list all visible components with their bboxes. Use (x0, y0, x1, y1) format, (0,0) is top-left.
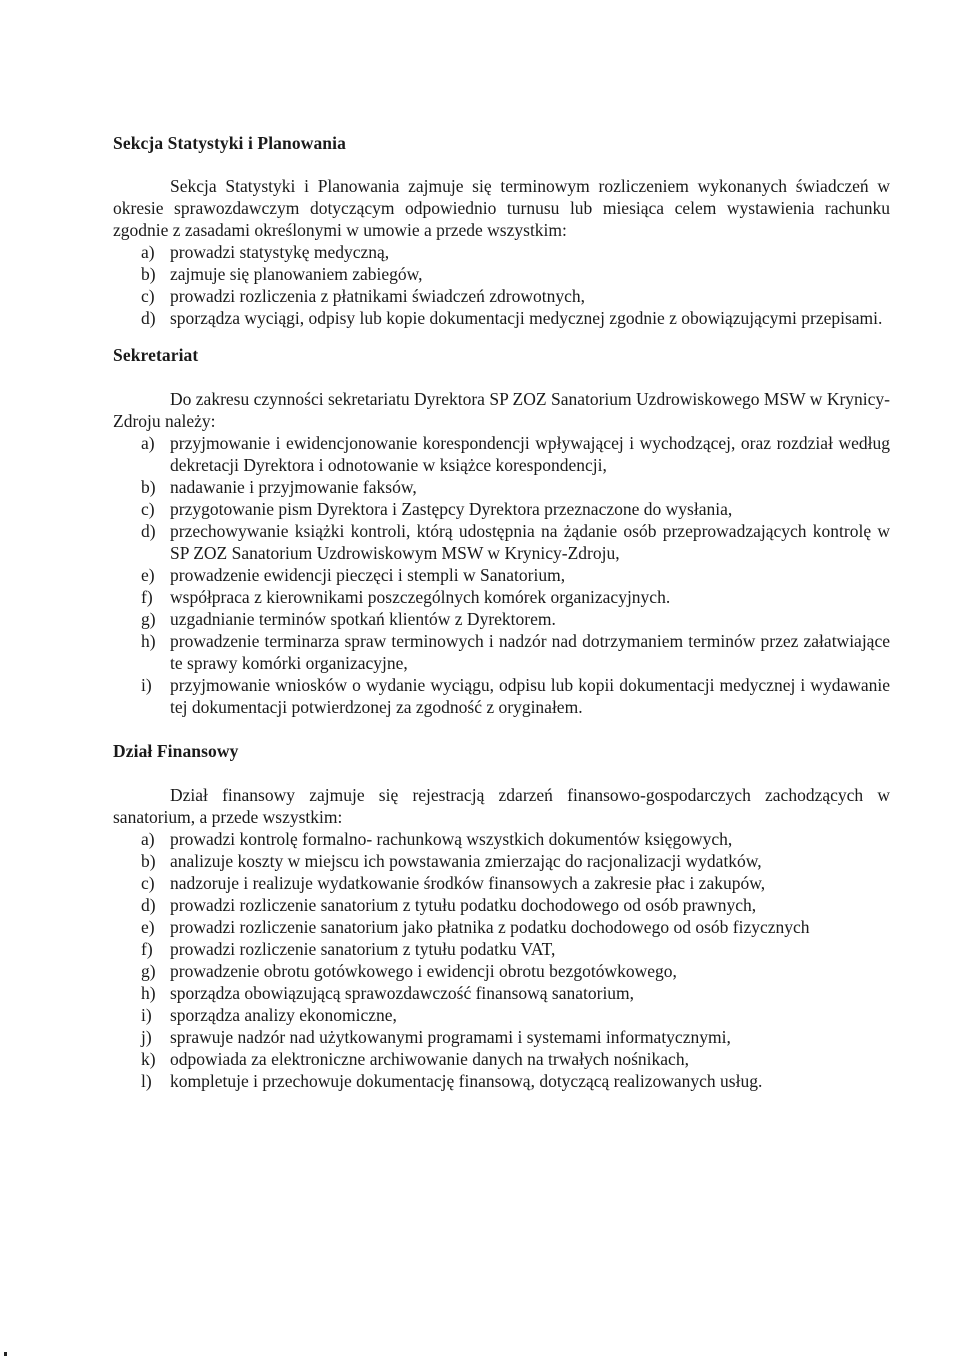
list-marker: f) (141, 587, 153, 607)
list-marker: e) (141, 565, 155, 585)
list-item (113, 1004, 890, 1026)
list-item (113, 960, 890, 982)
list-item (113, 285, 890, 307)
list-item (113, 982, 890, 1004)
list-item-text: zajmuje się planowaniem zabiegów, (170, 264, 423, 284)
list-item (113, 263, 890, 285)
list-marker: i) (141, 675, 152, 695)
list-item-text: przechowywanie książki kontroli, którą udostępnia na żądanie osób przeprowadzających kontrolę w SP ZOZ Sanatorium Uzdrowiskowym MSW w Krynicy-Zdroju, (170, 521, 890, 563)
list-marker: c) (141, 499, 155, 519)
list-marker: g) (141, 609, 156, 629)
list-item (113, 872, 890, 894)
list-marker: c) (141, 286, 155, 306)
list-item-text: prowadzi rozliczenie sanatorium z tytułu podatku VAT, (170, 939, 556, 959)
list-marker: d) (141, 308, 156, 328)
list-item (113, 608, 890, 630)
list-item-text: sporządza obowiązującą sprawozdawczość finansową sanatorium, (170, 983, 635, 1003)
section-title-dzial-finansowy: Dział Finansowy (113, 741, 239, 761)
list-item-text: współpraca z kierownikami poszczególnych komórek organizacyjnych. (170, 587, 671, 607)
list-marker: h) (141, 631, 156, 651)
list-marker: b) (141, 477, 156, 497)
list-item-text: nadawanie i przyjmowanie faksów, (170, 477, 417, 497)
list-item (113, 850, 890, 872)
list-item (113, 1026, 890, 1048)
list-item (113, 564, 890, 586)
list-item (113, 1070, 890, 1092)
list-item-text: sporządza analizy ekonomiczne, (170, 1005, 397, 1025)
list-item-text: nadzoruje i realizuje wydatkowanie środków finansowych a zakresie płac i zakupów, (170, 873, 766, 893)
list-item (113, 674, 890, 718)
list-item (113, 307, 890, 329)
list-item (113, 630, 890, 674)
list-item (113, 938, 890, 960)
list-marker: h) (141, 983, 156, 1003)
list-marker: l) (141, 1071, 152, 1091)
list-item-text: przyjmowanie wniosków o wydanie wyciągu, odpisu lub kopii dokumentacji medycznej i wydawanie tej dokumentacji potwierdzonej za zgodność z oryginałem. (170, 675, 890, 717)
list-item-text: przyjmowanie i ewidencjonowanie korespondencji wpływającej i wychodzącej, oraz rozdział według dekretacji Dyrektora i odnotowanie w książce korespondencji, (170, 433, 890, 475)
list-item-text: prowadzi statystykę medyczną, (170, 242, 390, 262)
list-item (113, 828, 890, 850)
section-intro-dzial-finansowy: Dział finansowy zajmuje się rejestracją zdarzeń finansowo-gospodarczych zachodzących w sanatorium, a przede wszystkim: (113, 785, 890, 827)
list-item-text: prowadzi rozliczenie sanatorium jako płatnika z podatku dochodowego od osób fizycznych (170, 917, 810, 937)
list-marker: b) (141, 851, 156, 871)
list-marker: e) (141, 917, 155, 937)
list-item (113, 1048, 890, 1070)
list-item-text: prowadzenie obrotu gotówkowego i ewidencji obrotu bezgotówkowego, (170, 961, 677, 981)
list-item-text: odpowiada za elektroniczne archiwowanie danych na trwałych nośnikach, (170, 1049, 689, 1069)
document-page (113, 132, 890, 1092)
list-item (113, 586, 890, 608)
list-marker: c) (141, 873, 155, 893)
list-marker: i) (141, 1005, 152, 1025)
list-marker: a) (141, 242, 155, 262)
list-item (113, 476, 890, 498)
list-marker: d) (141, 895, 156, 915)
list-marker: g) (141, 961, 156, 981)
list-item-text: uzgadnianie terminów spotkań klientów z Dyrektorem. (170, 609, 556, 629)
list-item (113, 916, 890, 938)
list-item-text: prowadzi rozliczenie sanatorium z tytułu podatku dochodowego od osób prawnych, (170, 895, 757, 915)
list-marker: b) (141, 264, 156, 284)
list-item-text: sporządza wyciągi, odpisy lub kopie dokumentacji medycznej zgodnie z obowiązującymi przepisami. (170, 308, 883, 328)
list-dzial-finansowy (113, 828, 890, 1092)
list-marker: f) (141, 939, 153, 959)
list-item-text: prowadzenie ewidencji pieczęci i stempli w Sanatorium, (170, 565, 566, 585)
scan-speck (4, 1352, 7, 1356)
list-item-text: prowadzenie terminarza spraw terminowych i nadzór nad dotrzymaniem terminów przez załatwiające te sprawy komórki organizacyjne, (170, 631, 890, 673)
list-item (113, 498, 890, 520)
list-marker: j) (141, 1027, 152, 1047)
list-item (113, 894, 890, 916)
list-item-text: kompletuje i przechowuje dokumentację finansową, dotyczącą realizowanych usług. (170, 1071, 763, 1091)
list-item-text: prowadzi kontrolę formalno- rachunkową wszystkich dokumentów księgowych, (170, 829, 733, 849)
list-sekretariat (113, 432, 890, 718)
list-item-text: analizuje koszty w miejscu ich powstawania zmierzając do racjonalizacji wydatków, (170, 851, 762, 871)
list-item (113, 241, 890, 263)
list-item-text: prowadzi rozliczenia z płatnikami świadczeń zdrowotnych, (170, 286, 585, 306)
section-title-statystyka: Sekcja Statystyki i Planowania (113, 133, 346, 153)
section-intro-sekretariat: Do zakresu czynności sekretariatu Dyrektora SP ZOZ Sanatorium Uzdrowiskowego MSW w Krynicy-Zdroju należy: (113, 389, 890, 431)
list-marker: a) (141, 829, 155, 849)
list-item (113, 520, 890, 564)
list-marker: k) (141, 1049, 156, 1069)
list-item (113, 432, 890, 476)
list-marker: d) (141, 521, 156, 541)
list-marker: a) (141, 433, 155, 453)
list-item-text: sprawuje nadzór nad użytkowanymi programami i systemami informatycznymi, (170, 1027, 731, 1047)
section-intro-statystyka: Sekcja Statystyki i Planowania zajmuje się terminowym rozliczeniem wykonanych świadczeń w okresie sprawozdawczym dotyczącym odpowiednio turnusu lub miesiąca celem wystawienia rachunku zgodnie z zasadami określonymi w umowie a przede wszystkim: (113, 176, 890, 240)
list-item-text: przygotowanie pism Dyrektora i Zastępcy Dyrektora przeznaczone do wysłania, (170, 499, 733, 519)
section-title-sekretariat: Sekretariat (113, 345, 199, 365)
list-statystyka (113, 241, 890, 329)
